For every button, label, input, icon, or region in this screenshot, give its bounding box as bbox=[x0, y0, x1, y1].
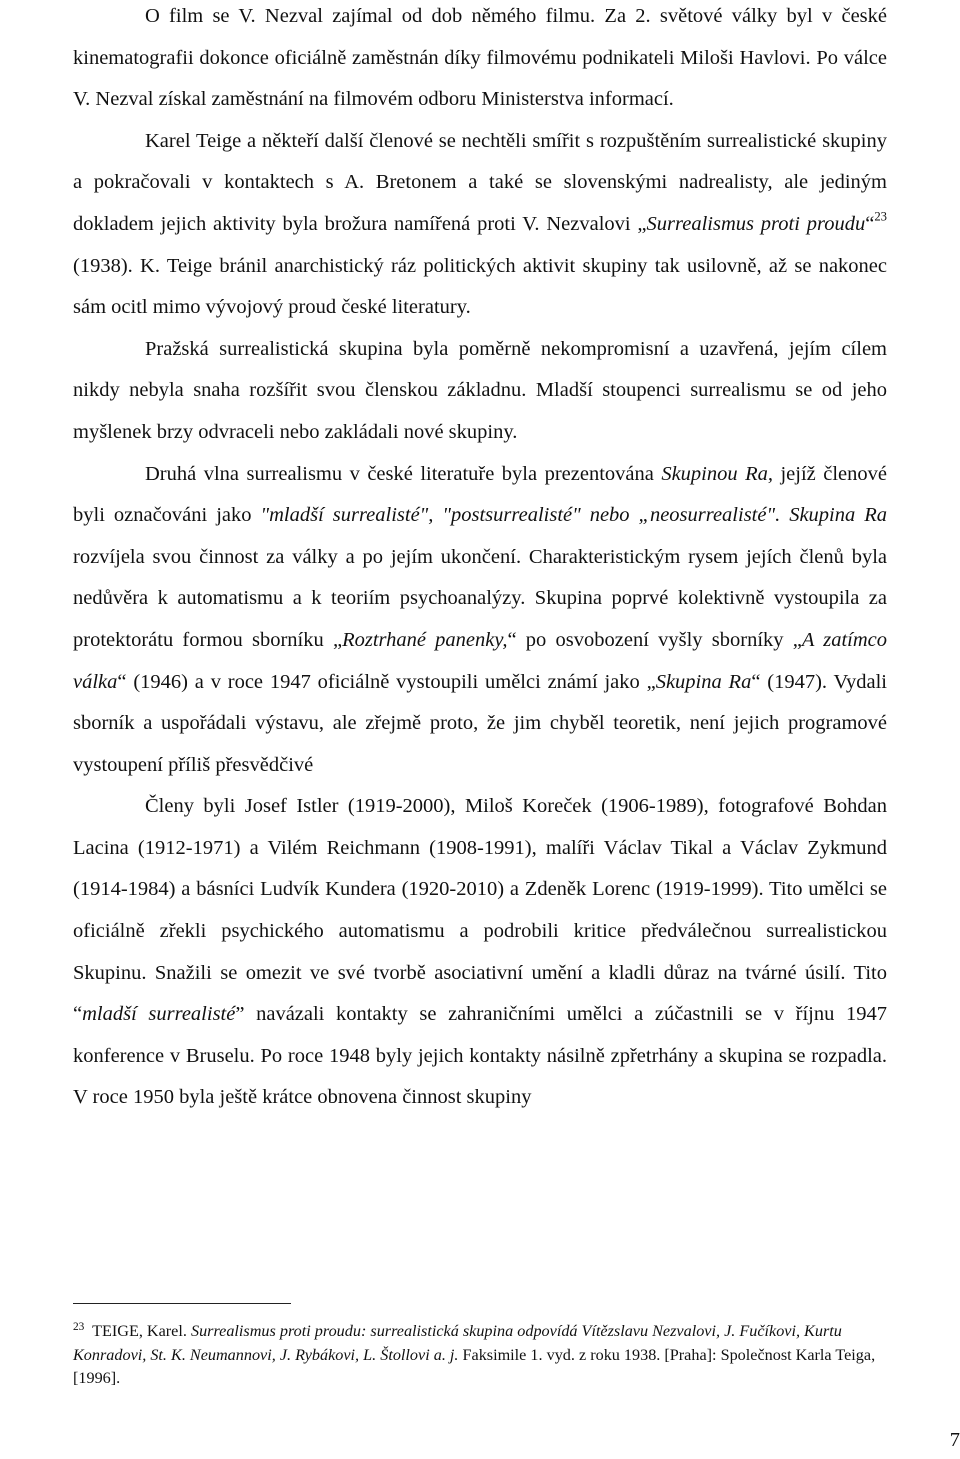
paragraph-text: jejíž členové byli označováni jako bbox=[73, 462, 887, 527]
footnote-number: 23 bbox=[73, 1320, 85, 1333]
paragraph-text: Druhá vlna surrealismu v české literatuře byla prezentována bbox=[145, 462, 662, 485]
italic-term: Skupinou Ra, bbox=[661, 462, 773, 485]
footnote-divider bbox=[73, 1303, 291, 1304]
paragraph-text: Karel Teige a někteří další členové se nechtěli smířit s rozpuštěním surrealistické skupiny a pokračovali v kontaktech s A. Bretonem a také se slovenskými nadrealisty, ale jediným dokladem jejich aktivity byla brožura namířená proti V. Nezvalovi „ bbox=[73, 129, 887, 235]
footnote-text: Faksimile 1. vyd. z roku 1938. [Praha]: Společnost Karla Teiga, [1996]. bbox=[73, 1345, 876, 1387]
closing-quote: “ bbox=[865, 212, 875, 235]
italic-term: mladší surrealisté bbox=[82, 1003, 236, 1026]
paragraph-text: O film se V. Nezval zajímal od dob němého filmu. Za 2. světové války byl v české kinematografii dokonce oficiálně zaměstnán díky filmovému podnikateli Miloši Havlovi. Po válce V. Nezval získal zaměstnání na filmovém odboru Ministerstva informací. bbox=[73, 5, 887, 111]
paragraph-text: “ (1947). Vydali sborník a uspořádali výstavu, ale zřejmě proto, že jim chyběl teoretik, není jejich programové vystoupení příliš přesvědčivé bbox=[73, 670, 887, 776]
paragraph-teige bbox=[73, 121, 887, 329]
paragraph-nezval-film bbox=[73, 0, 887, 121]
paragraph-text bbox=[780, 504, 789, 526]
footnote bbox=[73, 1320, 887, 1391]
paragraph-text: “ (1946) a v roce 1947 oficiálně vystoupili umělci známí jako „ bbox=[117, 670, 656, 693]
paragraph-text: ” navázali kontakty se zahraničními umělci a zúčastnili se v říjnu 1947 konference v Bruselu. Po roce 1948 byly jejich kontakty násilně zpřetrhány a skupina se rozpadla. V roce 1950 byla ještě krátce obnovena činnost skupiny bbox=[73, 1003, 887, 1109]
footnote-text: TEIGE, Karel. bbox=[88, 1322, 191, 1340]
page-number: 7 bbox=[949, 1429, 960, 1451]
body-text bbox=[73, 0, 887, 1119]
footnote-book-title: Surrealismus proti proudu: surrealistická skupina odpovídá Vítězslavu Nezvalovi, J. Fučíkovi, Kurtu Konradovi, St. K. Neumannovi, J. Rybákovi, L. Štollovi a. j. bbox=[73, 1322, 842, 1364]
book-title: Surrealismus proti proudu bbox=[646, 212, 866, 235]
paragraph-text: Členy byli Josef Istler (1919-2000), Miloš Koreček (1906-1989), fotografové Bohdan Lacina (1912-1971) a Vilém Reichmann (1908-1991), malíři Václav Tikal a Václav Zykmund (1914-1984) a básníci Ludvík Kundera (1920-2010) a Zdeněk Lorenc (1919-1999). Tito umělci se oficiálně zřekli psychického automatismu a podrobili kritice předválečnou surrealistickou Skupinu. Snažili se omezit ve své tvorbě asociativní umění a kladli důraz na tvárné úsilí. Tito “ bbox=[73, 795, 887, 1026]
italic-term: A zatímco válka bbox=[73, 628, 887, 693]
italic-term: Skupina Ra bbox=[655, 670, 752, 693]
italic-term: Skupina Ra bbox=[789, 504, 888, 527]
paragraph-text: Pražská surrealistická skupina byla poměrně nekompromisní a uzavřená, jejím cílem nikdy nebyla snaha rozšířit svou členskou základnu. Mladší stoupenci surrealismu se od jeho myšlenek brzy odvraceli nebo zakládali nové skupiny. bbox=[73, 337, 887, 443]
italic-term: Roztrhané panenky, bbox=[342, 628, 508, 651]
paragraph-skupina-ra bbox=[73, 454, 887, 787]
paragraph-prague-group bbox=[73, 329, 887, 454]
paragraph-text: rozvíjela svou činnost za války a po jejím ukončení. Charakteristickým rysem jejích členů byla nedůvěra k automatismu a k teoriím psychoanalýzy. Skupina poprvé kolektivně vystoupila za protektorátu formou sborníku „ bbox=[73, 545, 887, 651]
footnote-entry bbox=[73, 1320, 887, 1391]
paragraph-text: “ po osvobození vyšly sborníky „ bbox=[507, 628, 802, 651]
footnote-reference[interactable]: 23 bbox=[874, 209, 888, 224]
paragraph-text: (1938). K. Teige bránil anarchistický ráz politických aktivit skupiny tak usilovně, až se nakonec sám ocitl mimo vývojový proud české literatury. bbox=[73, 254, 887, 319]
paragraph-members bbox=[73, 786, 887, 1119]
italic-term: "mladší surrealisté", "postsurrealisté" nebo „neosurrealisté". bbox=[260, 504, 781, 527]
